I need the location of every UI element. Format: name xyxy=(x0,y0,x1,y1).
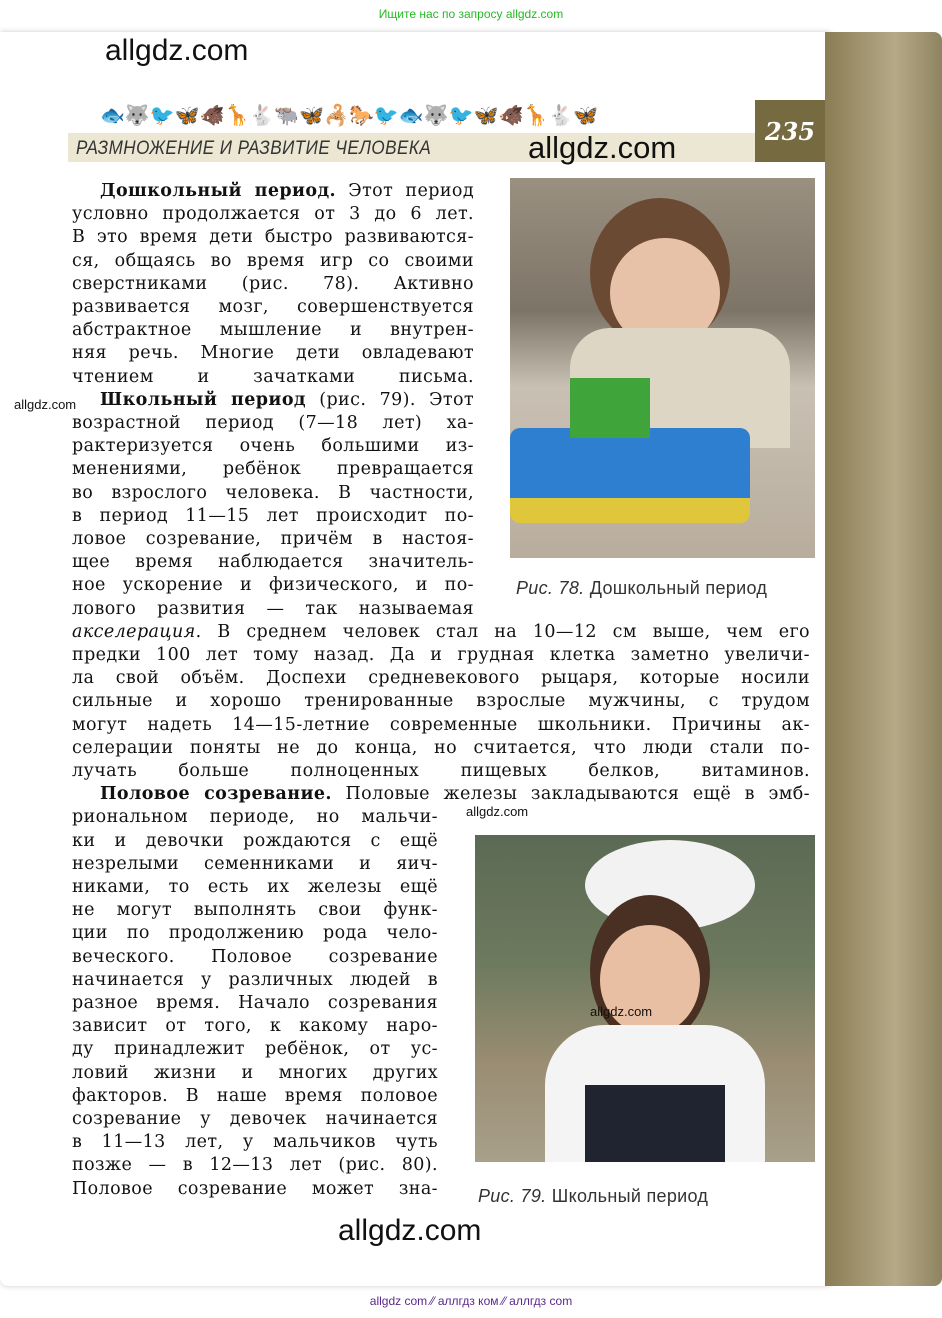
text-run: лучать больше полноценных пищевых белков, витаминов. xyxy=(72,761,810,781)
watermark: allgdz.com xyxy=(14,397,77,412)
text-line xyxy=(72,1131,438,1154)
text-run: лового развития — так называемая xyxy=(72,598,474,619)
text-run: разное время. Начало созревания xyxy=(72,993,438,1013)
watermark: allgdz.com xyxy=(466,804,529,819)
watermark: allgdz.com xyxy=(105,34,249,67)
text-line xyxy=(72,830,438,853)
text-run: ду принадлежит ребёнок, от ус- xyxy=(72,1039,438,1060)
watermark: allgdz.com xyxy=(338,1214,482,1247)
text-run: не могут выполнять свои функ- xyxy=(72,900,438,921)
text-line xyxy=(72,644,810,667)
text-line xyxy=(72,1062,438,1085)
text-line xyxy=(72,226,474,249)
text-run: менениями, ребёнок превращается xyxy=(72,459,474,480)
text-line xyxy=(72,203,474,226)
text-run: начинается у различных людей в xyxy=(72,969,438,990)
text-run: Половые железы закладываются ещё в эмб- xyxy=(331,784,810,805)
text-run: няя речь. Многие дети овладевают xyxy=(72,343,474,364)
text-line xyxy=(72,273,474,296)
text-run: во взрослого человека. В частности, xyxy=(72,482,474,503)
text-line xyxy=(100,783,810,806)
text-run: риональном периоде, но мальчи- xyxy=(72,807,438,828)
text-run: Школьный период xyxy=(100,389,306,410)
text-line xyxy=(72,992,438,1015)
text-line xyxy=(72,667,810,690)
text-line xyxy=(100,180,474,203)
text-line xyxy=(72,946,438,969)
text-line xyxy=(72,528,474,551)
text-run: ловое созревание, причём в настоя- xyxy=(72,529,474,549)
text-run: . В среднем человек стал на 10—12 см выше, чем его xyxy=(195,621,810,642)
text-line xyxy=(72,1015,438,1038)
text-line xyxy=(72,458,474,481)
text-run: факторов. В наше время половое xyxy=(72,1085,438,1106)
text-run: селерации поняты не до конца, но считается, что люди стали по- xyxy=(72,737,810,758)
text-run: В это время дети быстро развиваются- xyxy=(72,227,474,248)
page-edge-band xyxy=(825,32,942,1286)
text-line xyxy=(72,737,810,760)
figure-79-photo xyxy=(475,835,815,1162)
text-line xyxy=(72,482,474,505)
text-run: возрастной период (7—18 лет) ха- xyxy=(72,413,474,433)
figure-78-photo xyxy=(510,178,815,558)
text-line xyxy=(72,551,474,574)
text-run: чтением и зачатками письма. xyxy=(72,366,474,387)
text-run: могут надеть 14—15-летние современные школьники. Причины ак- xyxy=(72,714,810,735)
top-note: Ищите нас по запросу allgdz.com xyxy=(378,7,564,21)
text-run: Этот период xyxy=(336,181,474,201)
text-run: Половое созревание. xyxy=(100,784,332,805)
text-line xyxy=(72,621,810,644)
text-line xyxy=(72,250,474,273)
text-run: ное ускорение и физического, и по- xyxy=(72,575,474,596)
animal-ornament: 🐟🐺🐦🦋🐗🦒🐇🐃🦋🦂🐎🐦🐟🐺🐦🦋🐗🦒🐇🦋 xyxy=(100,103,599,127)
text-line xyxy=(72,876,438,899)
text-line xyxy=(72,342,474,365)
text-line xyxy=(72,1178,438,1201)
text-line xyxy=(72,969,438,992)
text-run: зависит от того, к какому наро- xyxy=(72,1016,438,1037)
text-line xyxy=(72,505,474,528)
text-run: сильные и хорошо тренированные взрослые мужчины, с трудом xyxy=(72,691,810,712)
text-run: ции по продолжению рода чело- xyxy=(72,923,438,944)
text-run: предки 100 лет тому назад. Да и грудная клетка заметно увеличи- xyxy=(72,645,810,665)
text-line xyxy=(72,1085,438,1108)
text-run: Половое созревание может зна- xyxy=(72,1178,438,1199)
text-run: никами, то есть их железы ещё xyxy=(72,877,438,897)
text-line xyxy=(72,1038,438,1061)
text-run: ся, общаясь во время игр со своими xyxy=(72,250,474,271)
text-run: ла свой объём. Доспехи средневекового рыцаря, которые носили xyxy=(72,668,810,689)
text-run: сверстниками (рис. 78). Активно xyxy=(72,273,474,294)
text-run: акселерация xyxy=(72,621,196,642)
text-line xyxy=(72,598,474,621)
text-run: Дошкольный период. xyxy=(100,181,337,201)
figure-79-caption: Рис. 79. Школьный период xyxy=(478,1186,709,1206)
text-line xyxy=(72,435,474,458)
text-line xyxy=(100,389,474,412)
watermark: allgdz.com xyxy=(590,1004,653,1019)
text-run: веческого. Половое созревание xyxy=(72,946,438,967)
figure-78-caption: Рис. 78. Дошкольный период xyxy=(516,578,768,598)
chapter-title: РАЗМНОЖЕНИЕ И РАЗВИТИЕ ЧЕЛОВЕКА xyxy=(76,138,432,159)
text-run: абстрактное мышление и внутрен- xyxy=(72,320,474,341)
bottom-note: allgdz com ⁄⁄ аллгдз ком ⁄⁄ аллгдз com xyxy=(369,1294,573,1308)
text-line xyxy=(72,806,438,829)
text-run: в 11—13 лет, у мальчиков чуть xyxy=(72,1132,438,1153)
text-run: в период 11—15 лет происходит по- xyxy=(72,505,474,526)
text-line xyxy=(72,1154,438,1177)
text-line xyxy=(72,296,474,319)
text-line xyxy=(72,574,474,597)
text-run: (рис. 79). Этот xyxy=(305,389,474,410)
text-line xyxy=(72,714,810,737)
text-run: рактеризуется очень большими из- xyxy=(72,436,474,457)
text-run: условно продолжается от 3 до 6 лет. xyxy=(72,204,474,225)
text-line xyxy=(72,690,810,713)
page-number: 235 xyxy=(755,100,825,162)
text-line xyxy=(72,319,474,342)
text-run: позже — в 12—13 лет (рис. 80). xyxy=(72,1155,438,1176)
text-line xyxy=(72,899,438,922)
text-line xyxy=(72,853,438,876)
text-line xyxy=(72,922,438,945)
text-run: развивается мозг, совершенствуется xyxy=(72,297,474,317)
text-line xyxy=(72,1108,438,1131)
text-run: щее время наблюдается значитель- xyxy=(72,552,474,573)
text-run: ки и девочки рождаются с ещё xyxy=(72,830,438,851)
text-line xyxy=(72,366,474,389)
text-run: ловий жизни и многих других xyxy=(72,1062,438,1083)
watermark: allgdz.com xyxy=(528,130,677,165)
text-line xyxy=(72,412,474,435)
text-line xyxy=(72,760,810,783)
text-run: незрелыми семенниками и яич- xyxy=(72,853,438,874)
text-run: созревание у девочек начинается xyxy=(72,1109,438,1129)
